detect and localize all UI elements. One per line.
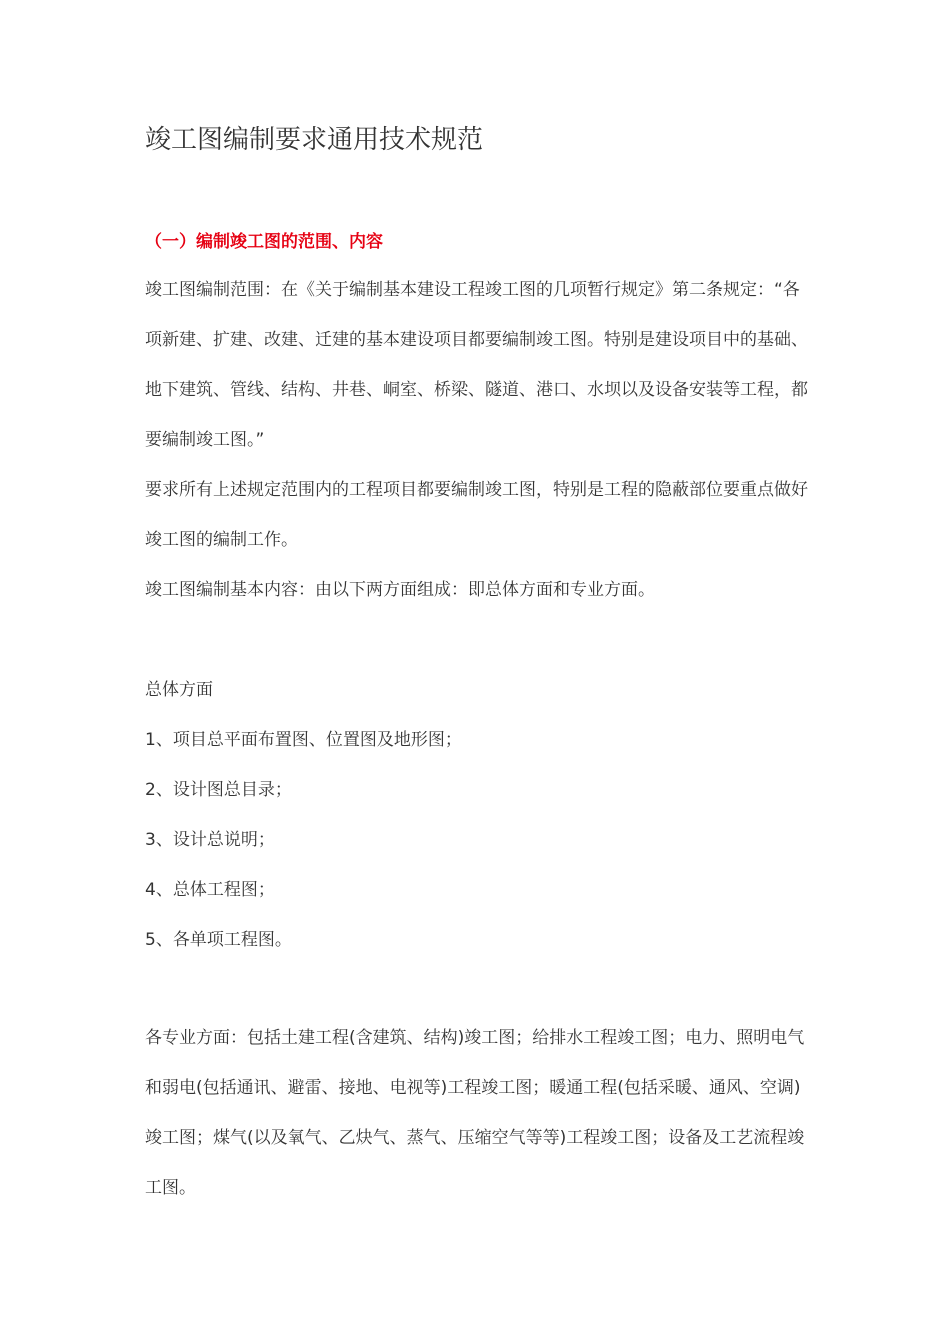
paragraph-basic-content: 竣工图编制基本内容：由以下两方面组成：即总体方面和专业方面。 (145, 580, 655, 600)
paragraph-requirement: 要求所有上述规定范围内的工程项目都要编制竣工图，特别是工程的隐蔽部位要重点做好竣工图的编制工作。 (145, 480, 808, 550)
list-item: 5、各单项工程图。 (145, 930, 292, 950)
overall-aspect-heading: 总体方面 (145, 680, 213, 700)
list-item: 3、设计总说明； (145, 830, 275, 850)
document-title: 竣工图编制要求通用技术规范 (145, 125, 484, 155)
paragraph-specialty-aspect: 各专业方面：包括土建工程(含建筑、结构)竣工图；给排水工程竣工图；电力、照明电气和弱电(包括通讯、避雷、接地、电视等)工程竣工图；暖通工程(包括采暖、通风、空调)竣工图；煤气(以及氧气、乙炔气、蒸气、压缩空气等等)工程竣工图；设备及工艺流程竣工图。 (145, 1028, 805, 1198)
list-item: 4、总体工程图； (145, 880, 275, 900)
paragraph-scope: 竣工图编制范围：在《关于编制基本建设工程竣工图的几项暂行规定》第二条规定：“各项新建、扩建、改建、迁建的基本建设项目都要编制竣工图。特别是建设项目中的基础、地下建筑、管线、结构、井巷、峒室、桥梁、隧道、港口、水坝以及设备安装等工程，都要编制竣工图。” (145, 280, 808, 450)
list-item: 1、项目总平面布置图、位置图及地形图； (145, 730, 462, 750)
overall-aspect-list (145, 715, 462, 965)
section-heading-scope-content: （一）编制竣工图的范围、内容 (145, 232, 383, 252)
list-item: 2、设计图总目录； (145, 780, 292, 800)
